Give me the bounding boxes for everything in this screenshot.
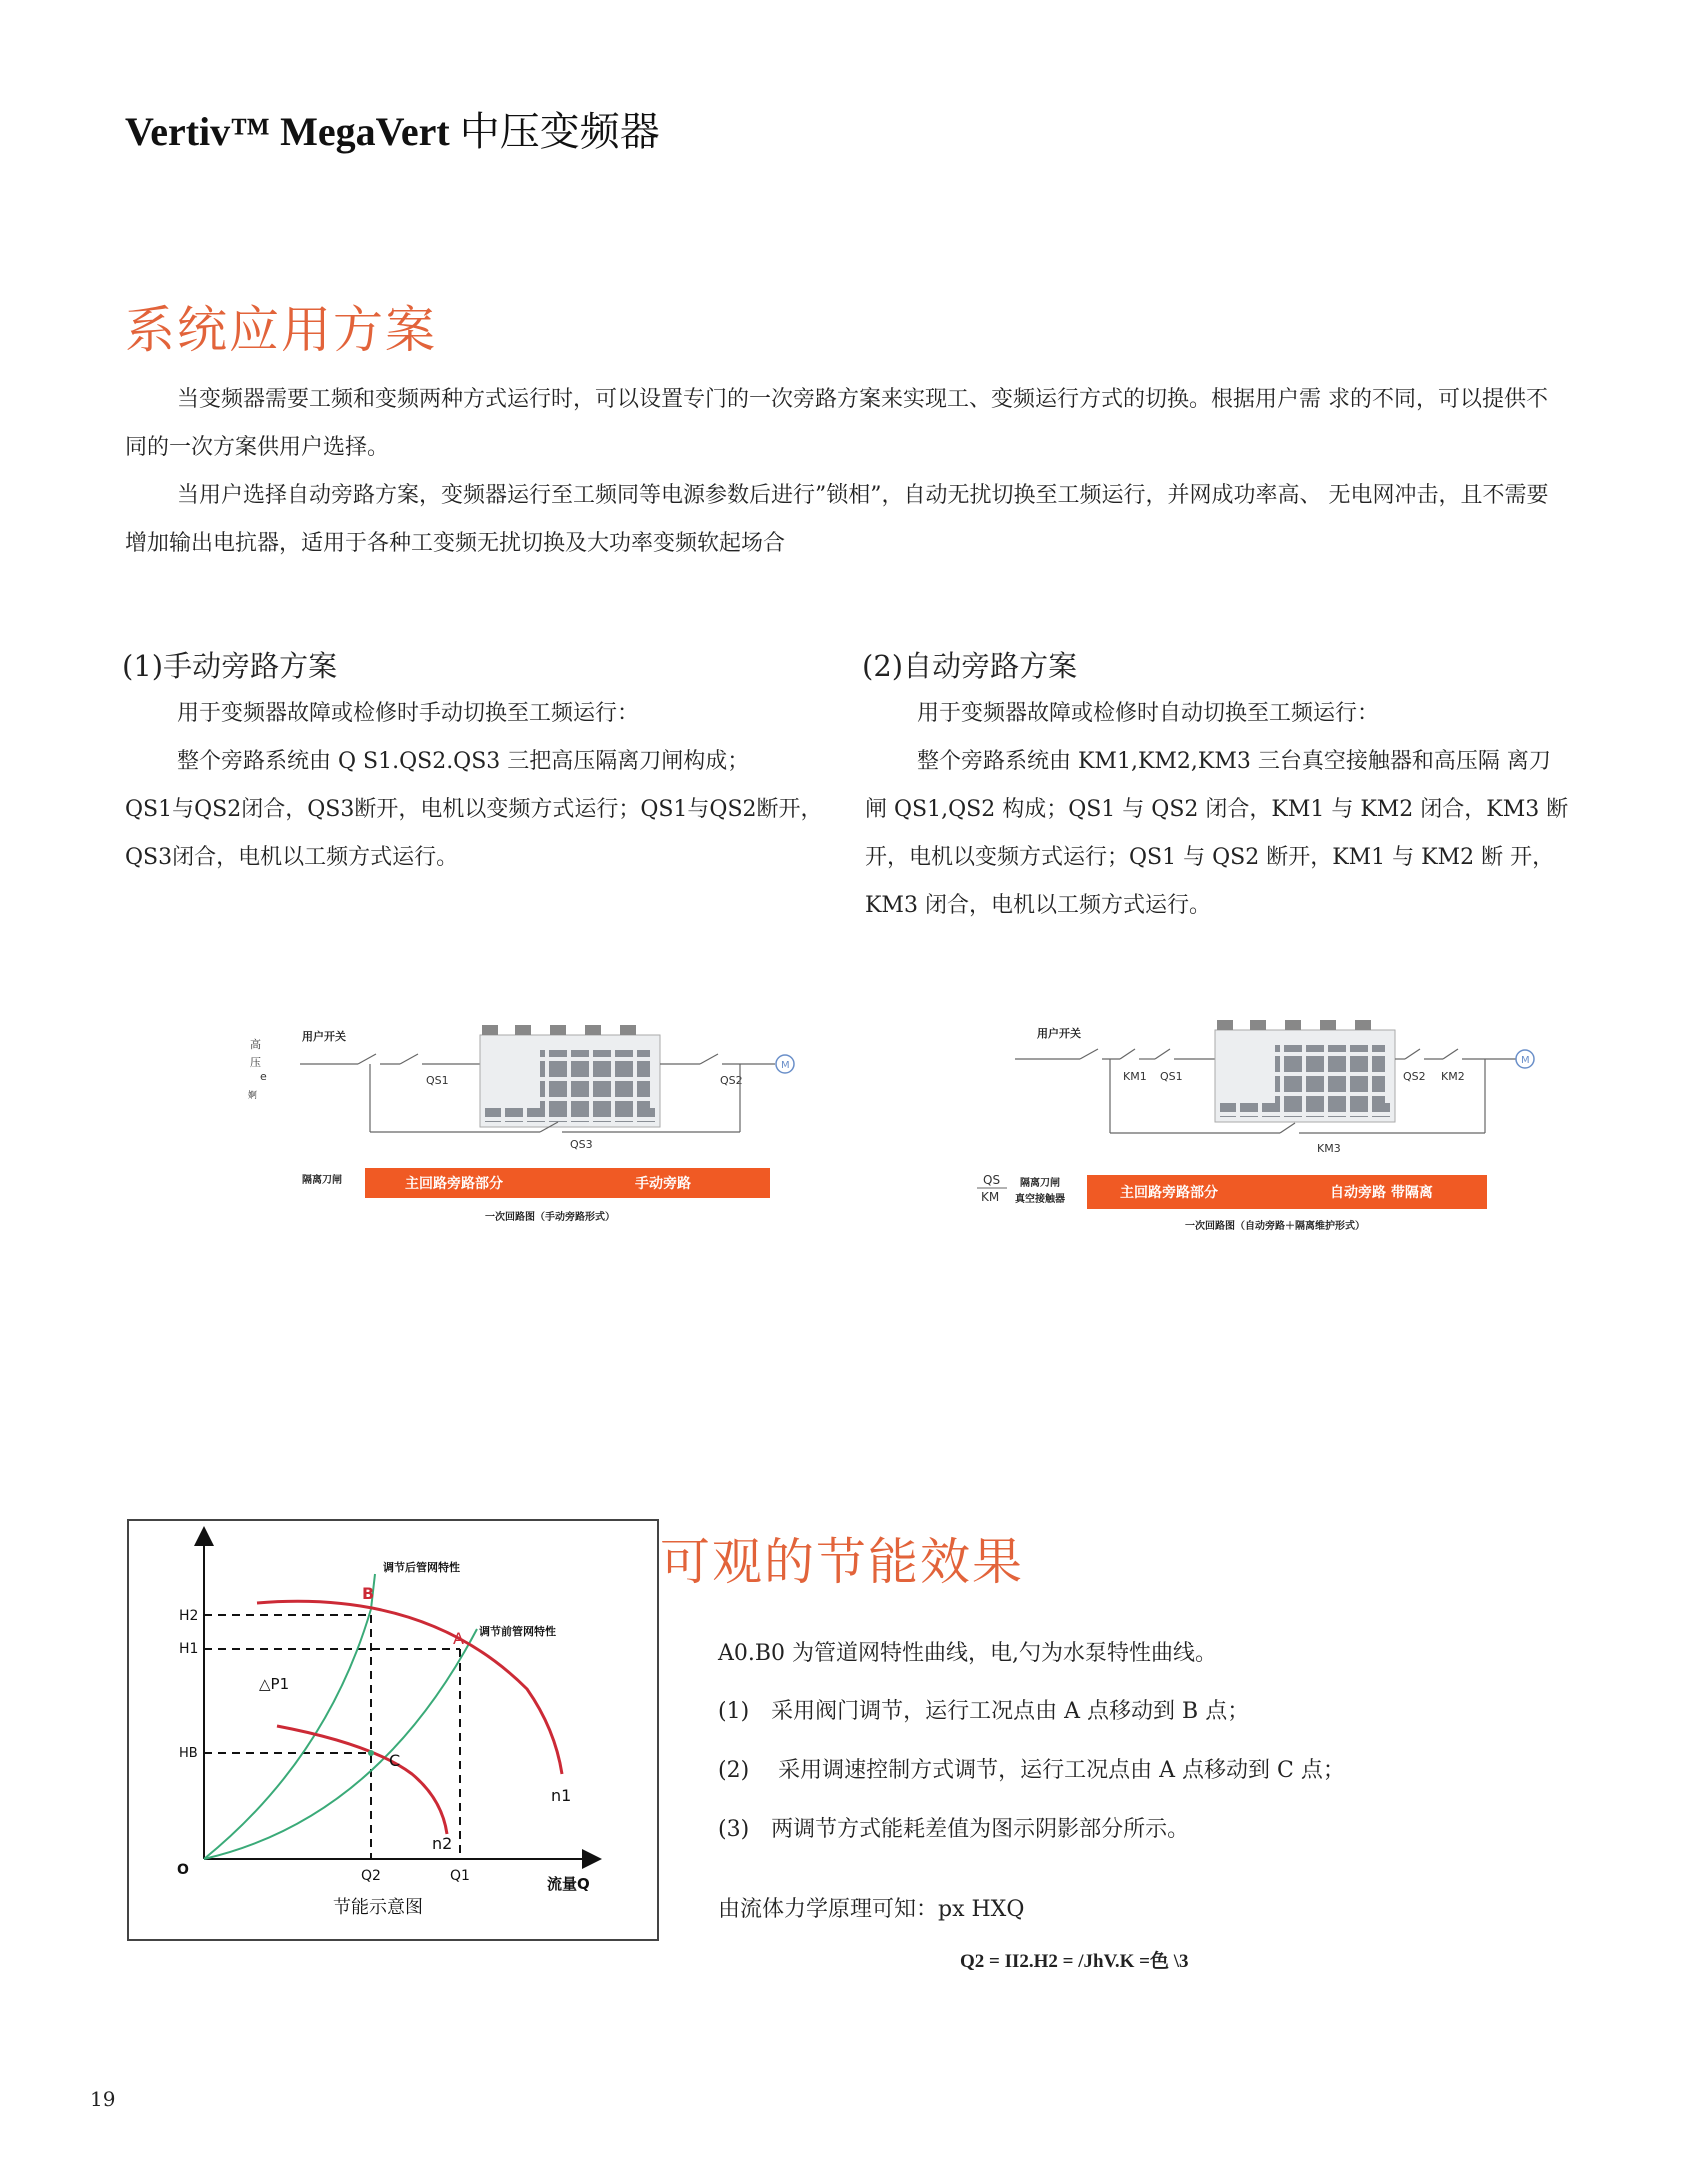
km1-label: KM1 bbox=[1123, 1070, 1147, 1083]
legend-contactor: 真空接触器 bbox=[1015, 1194, 1065, 1205]
manual-diagram-caption: 一次回路图（手动旁路形式） bbox=[485, 1212, 615, 1223]
side-label: 高 bbox=[250, 1038, 261, 1051]
km2-switch bbox=[1443, 1049, 1458, 1059]
delta-p-label: △P1 bbox=[259, 1675, 290, 1693]
user-switch-label: 用户开关 bbox=[1037, 1027, 1081, 1040]
qs1-label: QS1 bbox=[426, 1074, 449, 1087]
qs2-switch bbox=[1405, 1049, 1420, 1059]
section-title-system: 系统应用方案 bbox=[125, 301, 437, 359]
h1-label: H1 bbox=[179, 1641, 199, 1657]
energy-line-0: A0.B0 为管道网特性曲线，电,勺为水泵特性曲线。 bbox=[718, 1641, 1218, 1666]
svg-text:压: 压 bbox=[250, 1056, 261, 1069]
origin-label: O bbox=[177, 1862, 189, 1878]
manual-line-1: 用于变频器故障或检修时手动切换至工频运行： bbox=[177, 701, 640, 726]
auto-line-1: 用于变频器故障或检修时自动切换至工频运行： bbox=[917, 701, 1380, 726]
intro-paragraph-2: 当用户选择自动旁路方案，变频器运行至工频同等电源参数后进行”锁相”，自动无扰切换至工频运行，并网成功率高、 无电网冲击，且不需要增加输出电抗器，适用于各种工变频无扰切换及大功率变频软起场合 bbox=[125, 483, 1549, 556]
auto-diagram-caption: 一次回路图（自动旁路＋隔离维护形式） bbox=[1185, 1221, 1365, 1232]
n2-label: n2 bbox=[432, 1834, 453, 1853]
point-b-label: B bbox=[362, 1584, 375, 1603]
brand-name: Vertiv™ MegaVert bbox=[125, 109, 450, 154]
legend-isolator: 隔离刀闸 bbox=[302, 1175, 342, 1186]
svg-text:主回路旁路部分: 主回路旁路部分 bbox=[1120, 1185, 1218, 1201]
svg-text:M: M bbox=[1521, 1055, 1530, 1066]
curve-after-label: 调节后管网特性 bbox=[383, 1561, 460, 1574]
qs1-switch bbox=[400, 1054, 418, 1064]
manual-line-2: 整个旁路系统由 Q S1.QS2.QS3 三把高压隔离刀闸构成； bbox=[177, 749, 750, 774]
intro-paragraphs bbox=[125, 376, 1565, 568]
km1-switch bbox=[1120, 1049, 1135, 1059]
hb-label: HB bbox=[179, 1746, 198, 1761]
km3-label: KM3 bbox=[1317, 1142, 1341, 1155]
qs2-label: QS2 bbox=[1403, 1070, 1426, 1083]
point-c bbox=[368, 1750, 374, 1756]
inverter-cabinet bbox=[480, 1025, 660, 1127]
user-switch-label: 用户开关 bbox=[302, 1030, 346, 1043]
km-legend-code: KM bbox=[981, 1190, 1000, 1204]
flow-label: 流量Q bbox=[547, 1875, 590, 1893]
auto-bypass-title: (2)自动旁路方案 bbox=[862, 649, 1078, 683]
q1-label: Q1 bbox=[450, 1868, 470, 1884]
curve-before-label: 调节前管网特性 bbox=[479, 1625, 556, 1638]
qs1-label: QS1 bbox=[1160, 1070, 1183, 1083]
qs2-label: QS2 bbox=[720, 1074, 743, 1087]
manual-bypass-diagram bbox=[240, 1020, 800, 1254]
energy-item-3: (3) 两调节方式能耗差值为图示阴影部分所示。 bbox=[718, 1817, 1190, 1842]
auto-line-2: 整个旁路系统由 KM1,KM2,KM3 三台真空接触器和高压隔 离刀闸 QS1,QS2 构成；QS1 与 QS2 闭合，KM1 与 KM2 闭合，KM3 断开，电机以变频方式运行；QS1 与 QS2 断开，KM1 与 KM2 断 开，KM3 闭合，电机以工频方式运行。 bbox=[865, 749, 1569, 918]
product-title bbox=[125, 100, 660, 157]
chart-caption: 节能示意图 bbox=[333, 1897, 423, 1918]
km2-label: KM2 bbox=[1441, 1070, 1465, 1083]
energy-formula: Q2 = II2.H2 = /JhV.K =色 \3 bbox=[960, 1951, 1189, 1972]
svg-text:主回路旁路部分: 主回路旁路部分 bbox=[405, 1176, 503, 1192]
energy-principle: 由流体力学原理可知：px HXQ bbox=[718, 1897, 1025, 1922]
auto-bypass-text bbox=[865, 690, 1570, 930]
section-title-energy: 可观的节能效果 bbox=[660, 1533, 1024, 1591]
manual-bypass-title: (1)手动旁路方案 bbox=[122, 649, 338, 683]
page-number: 19 bbox=[90, 2087, 116, 2111]
point-c-label: C bbox=[389, 1751, 401, 1770]
energy-item-2: (2) 采用调速控制方式调节，运行工况点由 A 点移动到 C 点； bbox=[718, 1758, 1345, 1783]
qs2-switch bbox=[700, 1054, 718, 1064]
qs3-label: QS3 bbox=[570, 1138, 593, 1151]
km3-switch bbox=[1280, 1123, 1295, 1133]
svg-text:婀: 婀 bbox=[248, 1091, 258, 1101]
svg-text:M: M bbox=[781, 1060, 790, 1071]
point-a-label: A bbox=[453, 1629, 464, 1648]
manual-bypass-text bbox=[125, 690, 835, 882]
auto-bypass-diagram bbox=[975, 1015, 1535, 1259]
svg-text:e: e bbox=[260, 1070, 267, 1083]
q2-label: Q2 bbox=[361, 1868, 381, 1884]
legend-isolator: 隔离刀闸 bbox=[1020, 1178, 1060, 1189]
n1-label: n1 bbox=[551, 1786, 572, 1805]
h2-label: H2 bbox=[179, 1608, 199, 1624]
svg-text:手动旁路: 手动旁路 bbox=[635, 1176, 691, 1192]
energy-saving-chart bbox=[127, 1519, 659, 1945]
inverter-cabinet bbox=[1215, 1020, 1395, 1122]
svg-text:自动旁路 带隔离: 自动旁路 带隔离 bbox=[1330, 1185, 1433, 1201]
manual-line-3: QS1与QS2闭合，QS3断开，电机以变频方式运行；QS1与QS2断开，QS3闭合，电机以工频方式运行。 bbox=[125, 797, 823, 870]
qs-legend-code: QS bbox=[983, 1173, 1001, 1187]
intro-paragraph-1: 当变频器需要工频和变频两种方式运行时，可以设置专门的一次旁路方案来实现工、变频运行方式的切换。根据用户需 求的不同，可以提供不同的一次方案供用户选择。 bbox=[125, 387, 1548, 460]
energy-item-1: (1) 采用阀门调节，运行工况点由 A 点移动到 B 点； bbox=[718, 1699, 1250, 1724]
qs1-switch bbox=[1155, 1049, 1170, 1059]
product-title-cn: 中压变频器 bbox=[459, 109, 660, 154]
